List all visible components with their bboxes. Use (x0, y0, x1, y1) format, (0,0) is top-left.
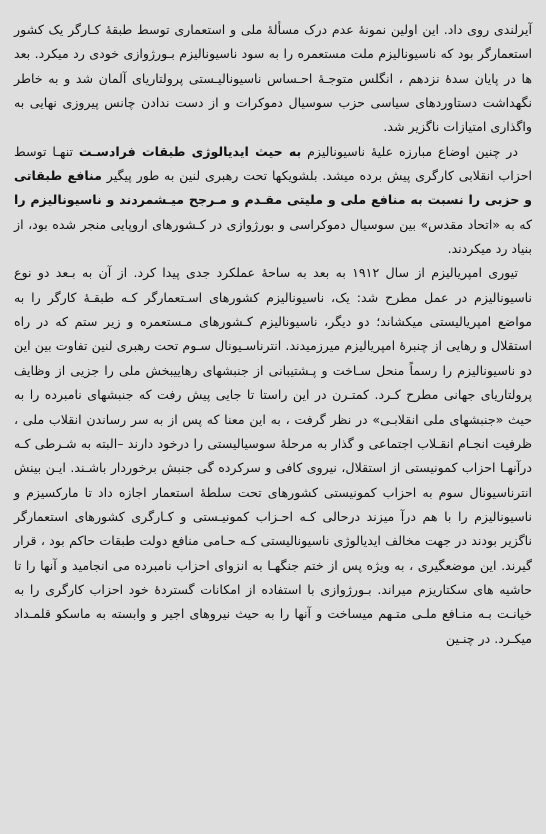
paragraph-2 (14, 140, 532, 262)
paragraph-3: تیوری امپریالیزم از سال ۱۹۱۲ به بعد به ساحۀ عملکرد جدی پیدا کرد. از آن به بـعد دو نوع ناسیونالیزم در عمل مطرح شد: یک، ناسیونالیزم کشورهای اسـتعمارگر کـه طبقـۀ کارگر را به مواضع امپریالیستی میکشاند؛ دو دیگر، ناسیونالیزم کـشورهای مـستعمره و زیر ستم که در راه استقلال و رهایی از چنبرۀ امپریالیزم میرزمیدند. انترناسـیونال سـوم تحت رهبری لنین تفاوت بین این دو ناسیونالیزم را رسماً منحل سـاخت و پـشتیبانی از جنبشهای رهاییبخش ملی را جزیی از وظایف پرولتاریای جهانی مطرح کـرد. کمتـرن در این راستا تا جایی پیش رفت که جنبشهای نامبرده را به حیث «جنبشهای ملی انقلابـی» در نظر گرفت ، به این معنا که پس از به سر رساندن انقلاب ملی ، ظرفیت انجـام انقـلاب اجتماعی و گذار به مرحلۀ سوسیالیستی را درخود دارند –البته به شـرطی کـه درآنهـا احزاب کمونیستی از استقلال، نیروی کافی و سرکرده گی جنبش برخوردار باشـند. ایـن بینش انترناسیونال سوم به احزاب کمونیستی کشورهای تحت سلطۀ استعمار اجازه داد تا مارکسیزم و ناسیونالیزم را با هم درآ میزند درحالی کـه احـزاب کمونیـستی و کـارگری کشورهای استعمارگر ناگزیر بودند در جهت مخالف ایدیالوژی ناسیونالیستی کـه حـامی منافع دولت طبقات حاکم بود ، قرار گیرند. این موضعگیری ، به ویژه پس از ختم جنگهـا به انزوای احزاب نامبرده می انجامید و آنها را تا حاشیه های سکتاریزم میراند. بـورژوازی با استفاده از امکانات گستردۀ خود احزاب کارگری را به خیانـت بـه منـافع ملـی متـهم میساخت و آنها را به حیث نیروهای اجیر و وابسته به ماسکو قلمـداد میکـرد. در چنـین (14, 265, 532, 646)
paragraph-2-run-3: تنهـا توسط احزاب انقلابی کارگری پیش برده میشد. بلشویکها تحت رهبری لنین به طور پیگیر (14, 143, 532, 184)
paragraph-2-run-4-bold: منافع طبقاتی و حزبی را نسبت به منافع ملی و ملیتی مقـدم و مـرجح میـشمردند و ناسیونالیزم را (14, 168, 532, 208)
paragraph-2-run-2-bold: به حیث ایدیالوژی طبقات فرادسـت (78, 143, 302, 159)
paragraph-2-run-1: در چنین اوضاع مبارزه علیۀ ناسیونالیزم (301, 143, 518, 159)
paragraph-2-run-5: که به «اتحاد مقدس» بین سوسیال دموکراسی و بورژوازی در کـشورهای اروپایی منجر شده بود، از بنیاد رد میکردند. (14, 216, 532, 257)
paragraph-1: آیرلندی روی داد. این اولین نمونۀ عدم درک مسألۀ ملی و استعماری توسط طبقۀ کـارگر یک کشور استعمارگر بود که ناسیونالیزم ملت مستعمره را به سود ناسیونالیزم بـورژوازی خودی رد میکرد. بعد ها در پایان سدۀ نزدهم ، انگلس متوجـۀ احـساس ناسیونالیـستی پرولتاریای آلمان شد و به خاطر نگهداشت دستاوردهای سیاسی حزب سوسیال دموکرات و از دست ندادن چانس پیروزی نهایی به واگذاری امتیازات ناگزیر شد. (14, 22, 532, 135)
body-text (14, 18, 532, 651)
